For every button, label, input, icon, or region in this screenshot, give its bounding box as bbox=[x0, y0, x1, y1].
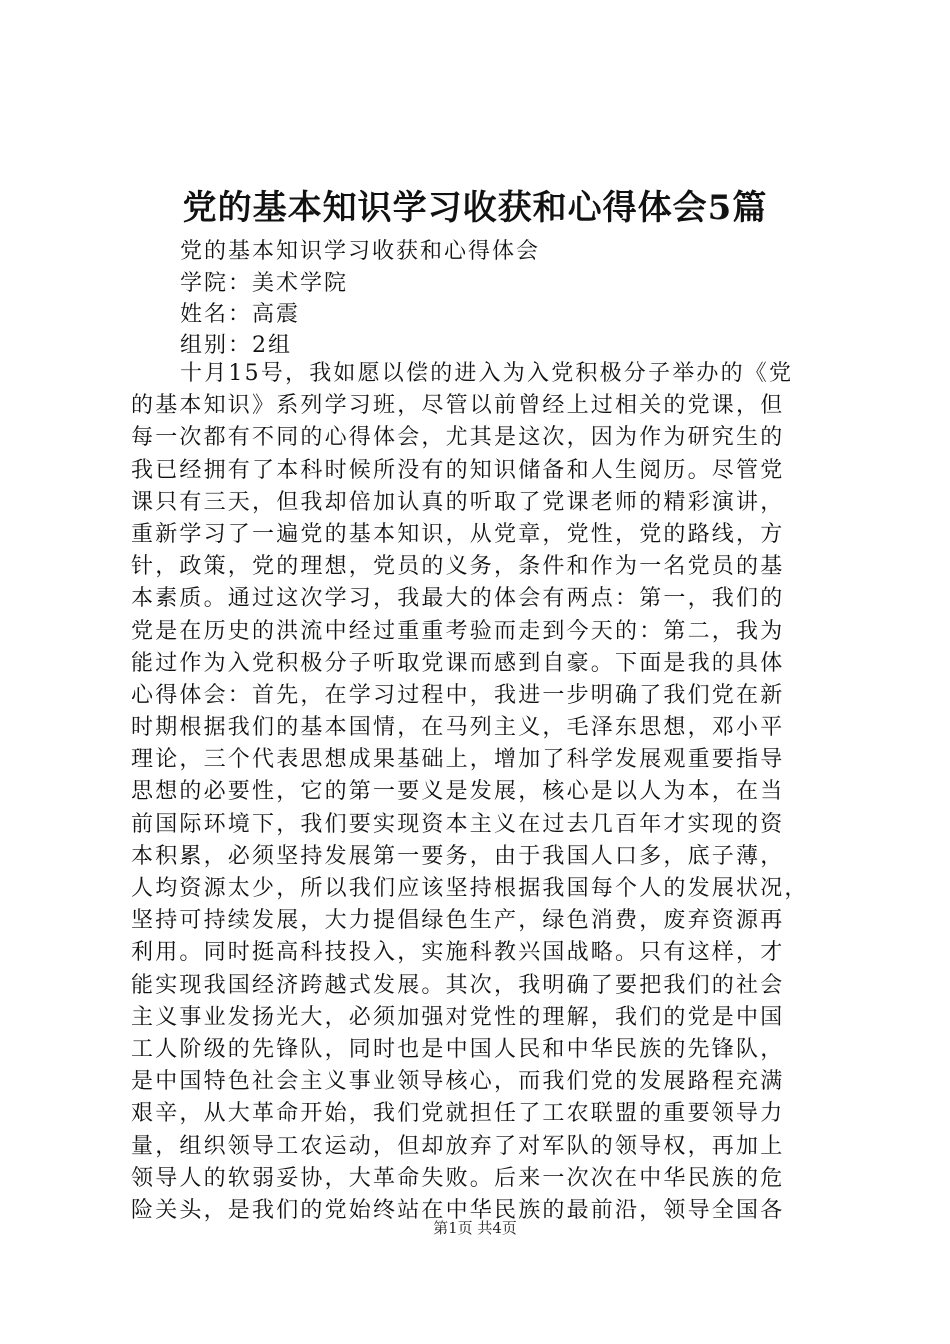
paragraph-line: 针，政策，党的理想，党员的义务，条件和作为一名党员的基 bbox=[131, 554, 785, 580]
paragraph-line: 主义事业发扬光大，必须加强对党性的理解，我们的党是中国 bbox=[131, 1004, 785, 1030]
paragraph-line: 能过作为入党积极分子听取党课而感到自豪。下面是我的具体 bbox=[131, 650, 785, 676]
paragraph-line: 每一次都有不同的心得体会，尤其是这次，因为作为研究生的 bbox=[131, 425, 785, 451]
paragraph-line: 时期根据我们的基本国情，在马列主义，毛泽东思想，邓小平 bbox=[131, 715, 785, 741]
paragraph-line: 党是在历史的洪流中经过重重考验而走到今天的：第二，我为 bbox=[131, 618, 785, 644]
paragraph-line: 人均资源太少，所以我们应该坚持根据我国每个人的发展状况， bbox=[131, 876, 809, 901]
paragraph-line: 本积累，必须坚持发展第一要务，由于我国人口多，底子薄， bbox=[131, 843, 785, 869]
paragraph-line: 量，组织领导工农运动，但却放弃了对军队的领导权，再加上 bbox=[131, 1133, 785, 1159]
body-paragraph bbox=[131, 358, 831, 1227]
page-footer: 第1页 共4页 bbox=[433, 1219, 517, 1237]
paragraph-line: 领导人的软弱妥协，大革命失败。后来一次次在中华民族的危 bbox=[131, 1165, 785, 1191]
document-title: 党的基本知识学习收获和心得体会5篇 bbox=[182, 188, 768, 228]
paragraph-line: 是中国特色社会主义事业领导核心，而我们党的发展路程充满 bbox=[131, 1069, 785, 1095]
college-line: 学院：美术学院 bbox=[180, 271, 349, 296]
paragraph-line: 工人阶级的先锋队，同时也是中国人民和中华民族的先锋队， bbox=[131, 1036, 785, 1062]
paragraph-line: 心得体会：首先，在学习过程中，我进一步明确了我们党在新 bbox=[131, 682, 785, 708]
paragraph-line: 我已经拥有了本科时候所没有的知识储备和人生阅历。尽管党 bbox=[131, 457, 785, 483]
paragraph-line: 前国际环境下，我们要实现资本主义在过去几百年才实现的资 bbox=[131, 811, 785, 837]
document-subtitle: 党的基本知识学习收获和心得体会 bbox=[180, 239, 541, 264]
paragraph-line: 的基本知识》系列学习班，尽管以前曾经上过相关的党课，但 bbox=[131, 393, 785, 419]
paragraph-line: 能实现我国经济跨越式发展。其次，我明确了要把我们的社会 bbox=[131, 972, 785, 998]
group-line: 组别：2组 bbox=[180, 333, 292, 358]
paragraph-line: 艰辛，从大革命开始，我们党就担任了工农联盟的重要领导力 bbox=[131, 1101, 785, 1127]
paragraph-line: 坚持可持续发展，大力提倡绿色生产，绿色消费，废弃资源再 bbox=[131, 908, 785, 934]
paragraph-line: 利用。同时挺高科技投入，实施科教兴国战略。只有这样，才 bbox=[131, 940, 785, 966]
paragraph-line: 理论，三个代表思想成果基础上，增加了科学发展观重要指导 bbox=[131, 747, 785, 773]
paragraph-line: 本素质。通过这次学习，我最大的体会有两点：第一，我们的 bbox=[131, 586, 785, 612]
paragraph-line: 课只有三天，但我却倍加认真的听取了党课老师的精彩演讲， bbox=[131, 489, 785, 515]
paragraph-line: 重新学习了一遍党的基本知识，从党章，党性，党的路线，方 bbox=[131, 521, 785, 547]
paragraph-line: 思想的必要性，它的第一要义是发展，核心是以人为本，在当 bbox=[131, 779, 785, 805]
paragraph-line: 十月15号，我如愿以偿的进入为入党积极分子举办的《党 bbox=[180, 361, 794, 386]
name-line: 姓名：高震 bbox=[180, 302, 301, 327]
paragraph-line: 险关头，是我们的党始终站在中华民族的最前沿，领导全国各 bbox=[131, 1197, 785, 1223]
